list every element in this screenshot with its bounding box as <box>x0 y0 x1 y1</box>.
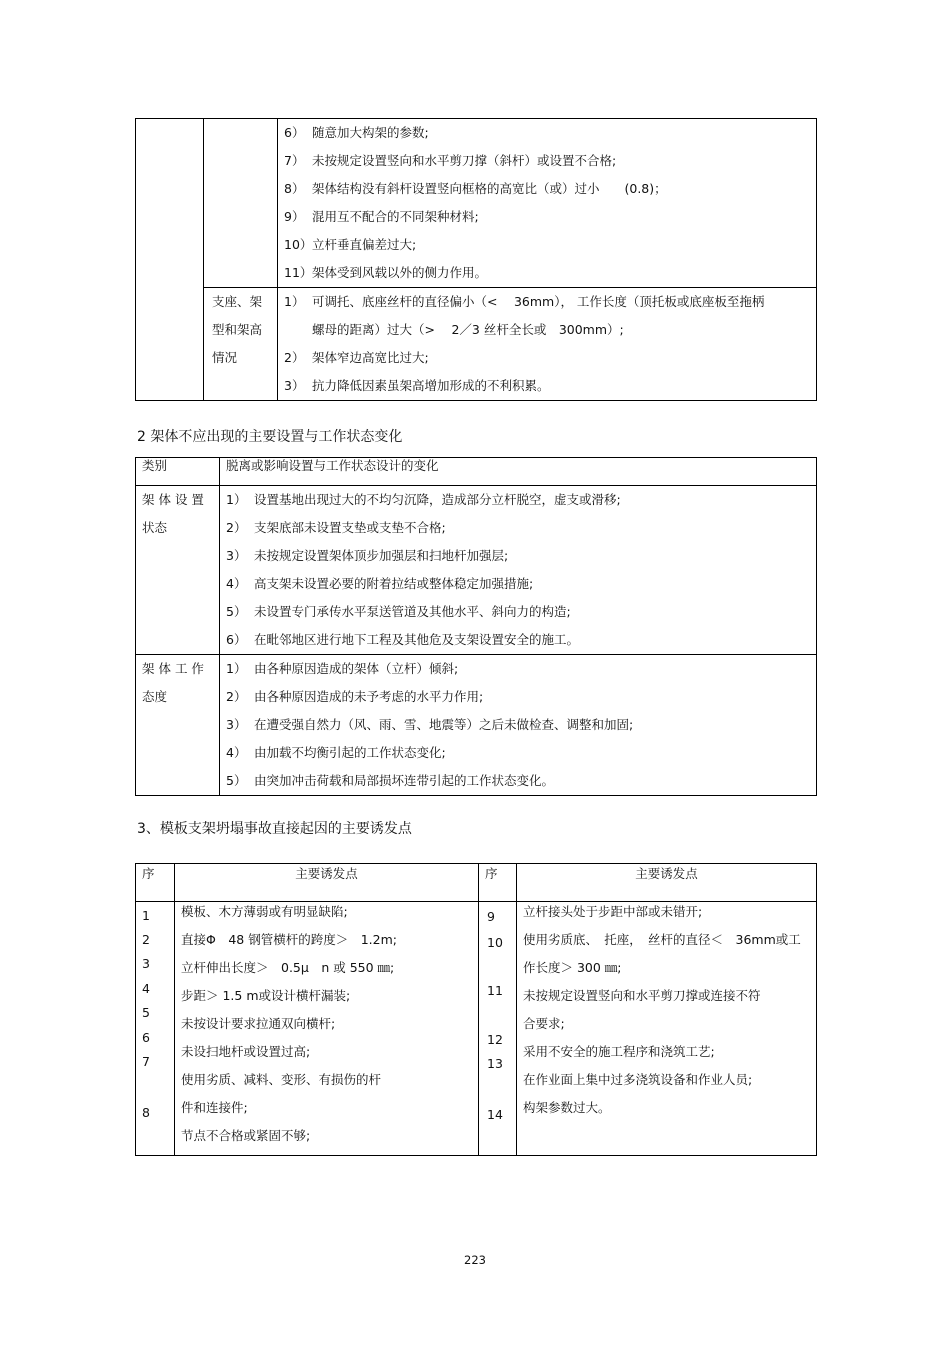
subcategory-line: 支座、架 <box>212 294 263 309</box>
list-item <box>284 147 816 175</box>
list-item <box>284 119 816 147</box>
item-list <box>226 655 816 795</box>
list-item <box>284 344 816 372</box>
table-cell-subcategory <box>204 288 278 401</box>
point-list <box>181 898 478 1150</box>
seq-number: 5 <box>142 1005 150 1020</box>
point-text: 使用劣质底、 托座， 丝杆的直径＜ 36mm或工 <box>523 932 801 947</box>
item-number: 5） <box>226 773 247 788</box>
header-change-label: 脱离或影响设置与工作状态设计的变化 <box>226 458 439 473</box>
item-number: 1） <box>226 492 247 507</box>
list-item <box>226 767 816 795</box>
item-text: 支架底部未设置支垫或支垫不合格; <box>254 520 446 535</box>
header-seq-right <box>479 864 517 902</box>
seq-number: 9 <box>487 909 495 924</box>
item-text: 设置基地出现过大的不均匀沉降，造成部分立杆脱空，虚支或滑移; <box>254 492 621 507</box>
header-category <box>136 458 220 486</box>
item-number: 3） <box>284 378 305 393</box>
list-item <box>226 514 816 542</box>
subcategory-line: 情况 <box>212 350 238 365</box>
list-item <box>284 259 816 287</box>
list-item <box>226 598 816 626</box>
point-text: 立杆伸出长度＞ 0.5μ n 或 550 ㎜; <box>181 960 395 975</box>
point-text: 立杆接头处于步距中部或未错开; <box>523 904 703 919</box>
item-text: 由突加冲击荷载和局部损坏连带引起的工作状态变化。 <box>254 773 555 788</box>
subcategory-line: 型和架高 <box>212 322 263 337</box>
item-list <box>284 119 816 287</box>
table-cell-items-b <box>278 288 817 401</box>
item-text: 未按规定设置竖向和水平剪刀撑（斜杆）或设置不合格; <box>312 153 617 168</box>
header-point-right <box>517 864 817 902</box>
seq-number: 11 <box>487 983 503 998</box>
point-list <box>523 898 816 1122</box>
right-seq-cell <box>479 902 517 1156</box>
list-item <box>226 486 816 514</box>
point-text: 模板、木方薄弱或有明显缺陷; <box>181 904 348 919</box>
category-line: 架 体 工 作 <box>142 661 204 676</box>
item-text: 抗力降低因素虽架高增加形成的不利积累。 <box>312 378 550 393</box>
item-text: 可调托、底座丝杆的直径偏小（< 36mm）， 工作长度（顶托板或底座板至拖柄 <box>312 294 765 309</box>
item-text: 高支架未设置必要的附着拉结或整体稳定加强措施; <box>254 576 534 591</box>
seq-number: 4 <box>142 981 150 996</box>
item-text: 立杆垂直偏差过大; <box>312 237 417 252</box>
header-category-label: 类别 <box>142 458 168 473</box>
item-number: 9） <box>284 209 305 224</box>
table-cell-subcategory-empty <box>204 119 278 288</box>
left-seq-cell <box>136 902 175 1156</box>
right-points-cell <box>517 902 817 1156</box>
seq-number: 10 <box>487 935 503 950</box>
seq-number: 12 <box>487 1032 503 1047</box>
section-3-title: 3、模板支架坍塌事故直接起因的主要诱发点 <box>137 821 412 837</box>
header-seq-label: 序 <box>142 866 155 881</box>
page-number: 223 <box>464 1253 486 1267</box>
header-seq-left <box>136 864 175 902</box>
item-text: 由各种原因造成的架体（立杆）倾斜; <box>254 661 459 676</box>
item-list <box>226 486 816 654</box>
table-section-2 <box>135 457 817 796</box>
item-number: 2） <box>284 350 305 365</box>
list-item <box>226 683 816 711</box>
item-text: 架体结构没有斜杆设置竖向框格的高宽比（或）过小 (0.8)； <box>312 181 667 196</box>
category-working <box>136 655 220 796</box>
header-point-label: 主要诱发点 <box>295 866 358 881</box>
item-text: 混用互不配合的不同架种材料; <box>312 209 479 224</box>
item-number: 6） <box>226 632 247 647</box>
list-item <box>284 372 816 400</box>
item-number: 2） <box>226 520 247 535</box>
point-text: 件和连接件; <box>181 1100 248 1115</box>
list-item <box>284 175 816 203</box>
list-item <box>226 655 816 683</box>
table-cell-items-a <box>278 119 817 288</box>
item-list <box>284 288 816 400</box>
items-setup <box>220 486 817 655</box>
list-item <box>226 711 816 739</box>
item-text: 在遭受强自然力（风、雨、雪、地震等）之后未做检查、调整和加固; <box>254 717 634 732</box>
item-number: 11） <box>284 265 313 280</box>
list-item <box>226 542 816 570</box>
item-number: 4） <box>226 745 247 760</box>
item-text: 架体受到风载以外的侧力作用。 <box>312 265 488 280</box>
header-change <box>220 458 817 486</box>
category-line: 架 体 设 置 <box>142 492 204 507</box>
item-number: 7） <box>284 153 305 168</box>
seq-number: 8 <box>142 1105 150 1120</box>
list-item <box>226 739 816 767</box>
seq-number: 13 <box>487 1056 503 1071</box>
item-text: 随意加大构架的参数; <box>312 125 429 140</box>
seq-number: 14 <box>487 1107 503 1122</box>
item-text: 未设置专门承传水平泵送管道及其他水平、斜向力的构造; <box>254 604 571 619</box>
item-number: 2） <box>226 689 247 704</box>
item-text: 螺母的距离）过大（> 2／3 丝杆全长或 300mm）; <box>312 322 624 337</box>
item-text: 架体窄边高宽比过大; <box>312 350 429 365</box>
item-text: 由各种原因造成的未予考虑的水平力作用; <box>254 689 484 704</box>
list-item <box>226 570 816 598</box>
point-text: 步距＞ 1.5 m或设计横杆漏装; <box>181 988 351 1003</box>
item-number: 1） <box>226 661 247 676</box>
point-text: 作长度＞ 300 ㎜; <box>523 960 622 975</box>
item-number: 5） <box>226 604 247 619</box>
point-text: 节点不合格或紧固不够; <box>181 1128 311 1143</box>
table-section-3 <box>135 863 817 1156</box>
item-number: 8） <box>284 181 305 196</box>
point-text: 直接Φ 48 钢管横杆的跨度＞ 1.2m; <box>181 932 397 947</box>
seq-number: 3 <box>142 956 150 971</box>
category-line: 态度 <box>142 689 168 704</box>
category-line: 状态 <box>142 520 168 535</box>
item-text: 未按规定设置架体顶步加强层和扫地杆加强层; <box>254 548 509 563</box>
left-points-cell <box>175 902 479 1156</box>
list-item <box>226 626 816 654</box>
item-number: 4） <box>226 576 247 591</box>
items-working <box>220 655 817 796</box>
table-cell-category-empty <box>136 119 204 401</box>
category-setup <box>136 486 220 655</box>
header-seq-label: 序 <box>485 866 498 881</box>
point-text: 未按规定设置竖向和水平剪刀撑或连接不符 <box>523 988 761 1003</box>
section-2-title: 2 架体不应出现的主要设置与工作状态变化 <box>137 429 403 445</box>
seq-number: 1 <box>142 908 150 923</box>
item-text: 在毗邻地区进行地下工程及其他危及支架设置安全的施工。 <box>254 632 580 647</box>
item-number: 3） <box>226 717 247 732</box>
list-item <box>284 316 816 344</box>
item-number: 3） <box>226 548 247 563</box>
item-number: 1） <box>284 294 305 309</box>
point-text: 构架参数过大。 <box>523 1100 611 1115</box>
point-text: 未设扫地杆或设置过高; <box>181 1044 311 1059</box>
list-item <box>284 288 816 316</box>
item-text: 由加载不均衡引起的工作状态变化; <box>254 745 446 760</box>
point-text: 在作业面上集中过多浇筑设备和作业人员; <box>523 1072 753 1087</box>
point-text: 未按设计要求拉通双向横杆; <box>181 1016 336 1031</box>
header-point-label: 主要诱发点 <box>635 866 698 881</box>
seq-number: 7 <box>142 1054 150 1069</box>
point-text: 采用不安全的施工程序和浇筑工艺; <box>523 1044 715 1059</box>
seq-number: 2 <box>142 932 150 947</box>
table-continued <box>135 118 817 401</box>
list-item <box>284 203 816 231</box>
item-number: 6） <box>284 125 305 140</box>
seq-number: 6 <box>142 1030 150 1045</box>
point-text: 使用劣质、减料、变形、有损伤的杆 <box>181 1072 382 1087</box>
header-point-left <box>175 864 479 902</box>
list-item <box>284 231 816 259</box>
item-number: 10） <box>284 237 313 252</box>
point-text: 合要求; <box>523 1016 565 1031</box>
